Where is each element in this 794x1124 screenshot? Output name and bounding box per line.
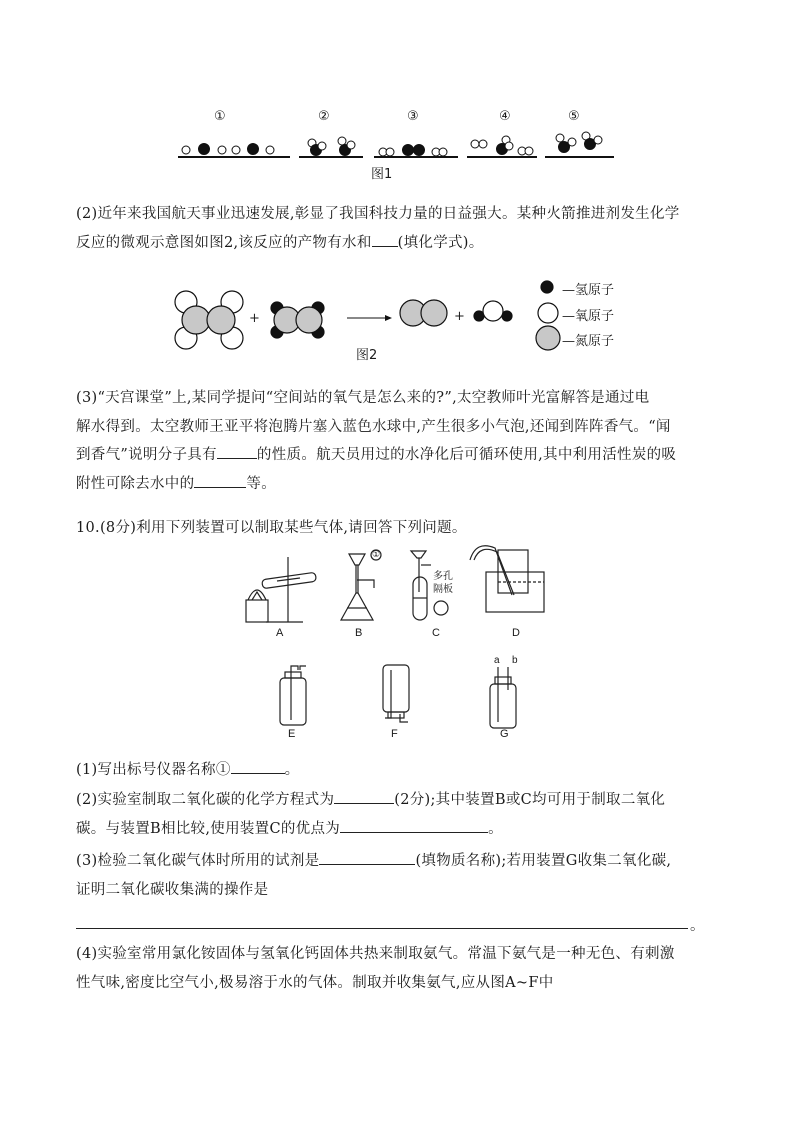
- q10-sub-2: (2)实验室制取二氧化碳的化学方程式为 (2分);其中装置B或C均可用于制取二氧化 碳。与装置B相比较,使用装置C的优点为 。: [76, 786, 722, 843]
- q2-line-1: (2)近年来我国航天事业迅速发展,彰显了我国科技力量的日益强大。某种火箭推进剂发生化学: [76, 206, 680, 222]
- apparatus-c-note-2: 隔板: [433, 584, 453, 595]
- fig1-label-1: ①: [214, 109, 226, 124]
- q3-line-4: 附性可除去水中的 等。: [76, 470, 722, 499]
- fig2-caption: 图2: [356, 348, 378, 363]
- q10-sub-4: (4)实验室常用氯化铵固体与氢氧化钙固体共热来制取氨气。常温下氨气是一种无色、有刺激 性气味,密度比空气小,极易溶于水的气体。制取并收集氨气,应从图A~F中: [76, 946, 675, 991]
- apparatus-label-g: G: [500, 728, 509, 740]
- apparatus-c-note-1: 多孔: [433, 571, 453, 582]
- apparatus-label-a: A: [276, 627, 284, 639]
- s3-blank-reagent[interactable]: [319, 850, 415, 865]
- apparatus-g-port-b: b: [512, 655, 518, 666]
- legend-nitrogen: —氮原子: [562, 334, 615, 349]
- fig1-label-4: ④: [499, 109, 511, 124]
- question-10-title: 10.(8分)利用下列装置可以制取某些气体,请回答下列问题。: [76, 520, 467, 536]
- apparatus-label-f: F: [391, 728, 398, 740]
- apparatus-label-d: D: [512, 627, 520, 639]
- fig1-label-5: ⑤: [568, 109, 580, 124]
- s3-blank-operation[interactable]: [76, 928, 688, 929]
- q10-sub-1: (1)写出标号仪器名称① 。: [76, 756, 722, 785]
- apparatus-marker-1: ①: [372, 549, 381, 559]
- apparatus-g-port-a: a: [494, 655, 500, 666]
- apparatus-label-b: B: [355, 627, 363, 639]
- s2-blank-equation[interactable]: [334, 789, 394, 804]
- q3-line-2: 解水得到。太空教师王亚平将泡腾片塞入蓝色水球中,产生很多小气泡,还闻到阵阵香气。“闻: [76, 418, 671, 435]
- s2-blank-advantage[interactable]: [340, 818, 488, 833]
- s3-end-period: 。: [690, 918, 705, 934]
- legend-oxygen: —氧原子: [562, 309, 615, 324]
- q10-sub-3: (3)检验二氧化碳气体时所用的试剂是 (填物质名称);若用装置G收集二氧化碳, 证明二氧化碳收集满的操作是: [76, 847, 722, 904]
- apparatus-label-c: C: [432, 627, 440, 639]
- q2-line-2: 反应的微观示意图如图2,该反应的产物有水和 (填化学式)。: [76, 229, 722, 258]
- fig1-label-3: ③: [407, 109, 419, 124]
- q3-line-1: (3)“天宫课堂”上,某同学提问“空间站的氧气是怎么来的?”,太空教师叶光富解答是通过电: [76, 390, 650, 406]
- apparatus-label-e: E: [288, 728, 296, 740]
- s3-operation-prompt: 证明二氧化碳收集满的操作是: [76, 881, 269, 898]
- q3-line-3: 到香气”说明分子具有 的性质。航天员用过的水净化后可循环使用,其中利用活性炭的吸: [76, 441, 722, 470]
- fig1-caption: 图1: [371, 167, 393, 182]
- s1-blank-instrument[interactable]: [231, 759, 285, 774]
- legend-hydrogen: —氢原子: [562, 283, 615, 298]
- fig2-plus-1: +: [249, 311, 260, 326]
- fig1-label-2: ②: [318, 109, 330, 124]
- fig2-plus-2: +: [454, 309, 465, 324]
